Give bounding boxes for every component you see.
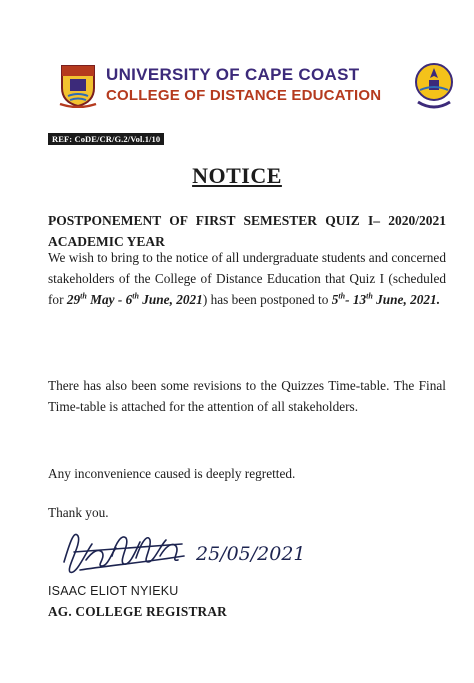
notice-subject: POSTPONEMENT OF FIRST SEMESTER QUIZ I– 2020/2021 ACADEMIC YEAR bbox=[48, 213, 446, 249]
notice-title: NOTICE bbox=[192, 163, 282, 188]
paragraph-1-text-b: ) has been postponed to bbox=[202, 292, 332, 307]
reference-number: REF: CoDE/CR/G.2/Vol.1/10 bbox=[48, 133, 164, 145]
paragraph-1-text-a: We wish to bring to the notice of all undergraduate students and concerned stakeholders of the College of Distance Education that Quiz I (scheduled for bbox=[48, 250, 446, 307]
university-name: UNIVERSITY OF CAPE COAST bbox=[106, 65, 360, 84]
university-crest-icon bbox=[58, 62, 98, 108]
handwritten-signature bbox=[56, 522, 316, 584]
college-emblem-icon bbox=[412, 60, 456, 112]
signature-date: 25/05/2021 bbox=[196, 543, 306, 565]
paragraph-1 bbox=[48, 247, 446, 310]
signer-title: AG. COLLEGE REGISTRAR bbox=[48, 604, 227, 619]
college-name: COLLEGE OF DISTANCE EDUCATION bbox=[106, 87, 382, 104]
paragraph-3: Any inconvenience caused is deeply regretted. bbox=[48, 466, 296, 481]
paragraph-2: There has also been some revisions to the Quizzes Time-table. The Final Time-table is attached for the attention of all stakeholders. bbox=[48, 378, 446, 414]
new-date-range: 5th- 13th June, 2021. bbox=[331, 291, 441, 307]
closing-text: Thank you. bbox=[48, 505, 109, 520]
signer-name: ISAAC ELIOT NYIEKU bbox=[48, 584, 179, 598]
original-start-date: 29th May - 6th June, 2021 bbox=[66, 291, 203, 307]
